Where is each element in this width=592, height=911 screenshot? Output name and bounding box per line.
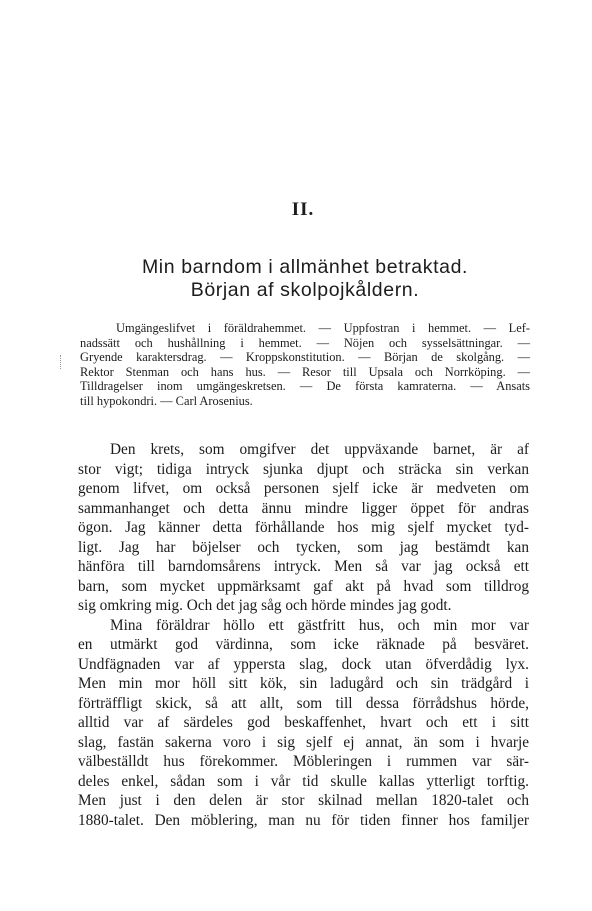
body-line: hänföra till barndomsårens intryck. Men så var jag också ett — [78, 558, 529, 575]
summary-line: Tilldragelser inom umgängeskretsen. — De första kamraterna. — Ansats — [80, 379, 530, 394]
chapter-number: II. — [291, 199, 315, 220]
body-line: Undfägnaden var af yppersta slag, dock utan öfverdådig lyx. — [78, 655, 529, 673]
body-line: ögon. Jag känner detta förhållande hos mig sjelf mycket tyd- — [78, 519, 529, 536]
body-line: Den krets, som omgifver det uppväxande barnet, är af — [110, 441, 529, 458]
body-line: genom lifvet, om också personen sjelf icke är medveten om — [78, 480, 529, 497]
summary-line: till hypokondri. — Carl Arosenius. — [80, 393, 253, 408]
body-line: alltid var af särdeles god beskaffenhet, hvart och ett i sitt — [78, 714, 529, 731]
chapter-summary — [80, 321, 530, 409]
summary-line: Gryende karaktersdrag. — Kroppskonstitution. — Början de skolgång. — — [80, 350, 530, 365]
body-line: Men min mor höll sitt kök, sin ladugård och sin trädgård i — [78, 675, 529, 692]
body-line: sammanhanget och detta ännu mindre ligger öppet för andras — [78, 499, 529, 517]
chapter-title-line: Min barndom i allmänhet betraktad. — [141, 256, 469, 278]
body-line: en utmärkt god värdinna, som icke räknade på besväret. — [78, 636, 529, 653]
body-line: ligt. Jag har böjelser och tycken, som jag bestämdt kan — [78, 538, 529, 556]
body-text — [78, 440, 529, 830]
body-line: deles enkel, sådan som i vår tid skulle kallas ytterligt torftig. — [78, 772, 529, 790]
body-line: 1880-talet. Den möblering, man nu för tiden finner hos familjer — [78, 811, 529, 829]
summary-line: Rektor Stenman och hans hus. — Resor till Upsala och Norrköping. — — [80, 364, 530, 379]
body-line: Men just i den delen är stor skilnad mellan 1820-talet och — [78, 792, 529, 809]
body-line: förträffligt skick, så att allt, som till dessa förrådshus hörde, — [78, 694, 529, 712]
body-line: välbeställdt hus förekommer. Möbleringen i rummen var sär- — [78, 753, 529, 770]
body-line: stor vigt; tidiga intryck sjunka djupt och sträcka sin verkan — [78, 460, 529, 478]
body-line: sig omkring mig. Och det jag såg och hörde mindes jag godt. — [78, 597, 452, 614]
margin-mark — [60, 355, 63, 369]
body-line: barn, som mycket uppmärksamt gaf akt på hvad som tilldrog — [78, 577, 529, 595]
chapter-title-line: Början af skolpojkåldern. — [190, 279, 420, 301]
summary-line: nadssätt och hushållning i hemmet. — Nöjen och sysselsättningar. — — [80, 335, 530, 350]
summary-line: Umgängeslifvet i föräldrahemmet. — Uppfostran i hemmet. — Lef- — [116, 321, 530, 335]
body-line: slag, fastän sakerna voro i sig sjelf ej annat, än som i hvarje — [78, 733, 529, 751]
body-line: Mina föräldrar höllo ett gästfritt hus, och min mor var — [110, 616, 529, 634]
chapter-title — [60, 256, 550, 302]
